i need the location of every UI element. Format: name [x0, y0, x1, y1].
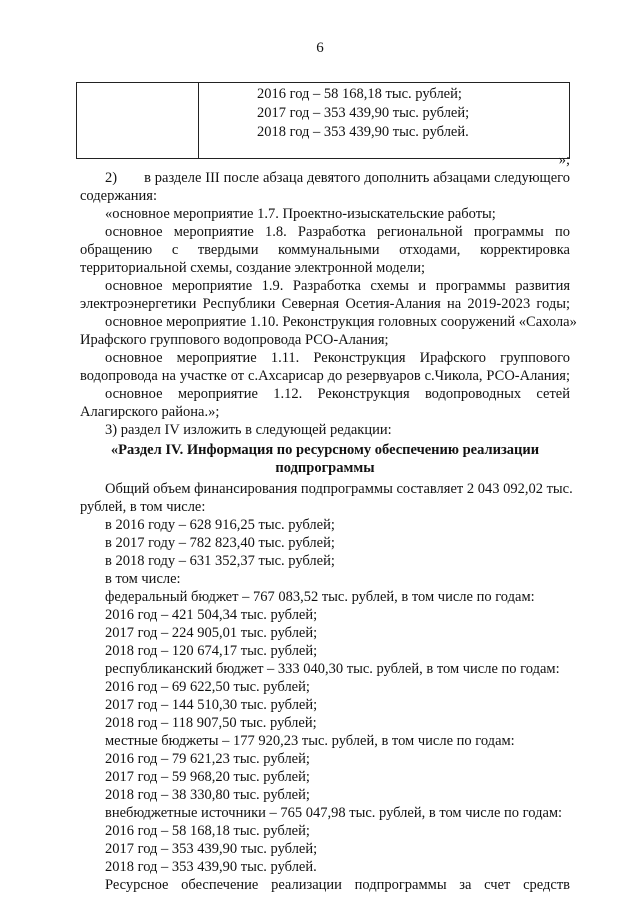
paragraph-line: Ресурсное обеспечение реализации подпрограммы за счет средств [105, 877, 570, 893]
paragraph-line: в 2018 году – 631 352,37 тыс. рублей; [105, 553, 335, 569]
paragraph-line: 3) раздел IV изложить в следующей редакции: [105, 422, 392, 438]
paragraph-line: содержания: [80, 188, 158, 204]
paragraph-line: обращению с твердыми коммунальными отходами, корректировка [80, 242, 570, 258]
funding-table [76, 82, 570, 159]
paragraph-line: электроэнергетики Республики Северная Осетия-Алания на 2019-2023 годы; [80, 296, 570, 312]
paragraph-line: рублей, в том числе: [80, 499, 206, 515]
paragraph-line: 2018 год – 120 674,17 тыс. рублей; [105, 643, 318, 659]
paragraph-line: 2017 год – 224 905,01 тыс. рублей; [105, 625, 318, 641]
paragraph-line: внебюджетные источники – 765 047,98 тыс. рублей, в том числе по годам: [105, 805, 563, 821]
paragraph-line: в 2017 году – 782 823,40 тыс. рублей; [105, 535, 335, 551]
paragraph-line: 2016 год – 58 168,18 тыс. рублей; [105, 823, 310, 839]
paragraph-line: 2018 год – 38 330,80 тыс. рублей; [105, 787, 310, 803]
closing-quote: »; [558, 152, 570, 168]
section-heading: «Раздел IV. Информация по ресурсному обеспечению реализации [110, 442, 540, 458]
table-row [77, 83, 570, 159]
table-cell-empty [77, 83, 199, 159]
paragraph-line: Ирафского группового водопровода РСО-Алания; [80, 332, 389, 348]
paragraph-line: 2017 год – 59 968,20 тыс. рублей; [105, 769, 310, 785]
table-line: 2017 год – 353 439,90 тыс. рублей; [257, 105, 470, 121]
paragraph-line: территориальной схемы, создание электронной модели; [80, 260, 426, 276]
paragraph-line: 2016 год – 421 504,34 тыс. рублей; [105, 607, 318, 623]
paragraph-line: 2018 год – 118 907,50 тыс. рублей; [105, 715, 317, 731]
paragraph-line: республиканский бюджет – 333 040,30 тыс. рублей, в том числе по годам: [105, 661, 560, 677]
paragraph-line: 2) в разделе III после абзаца девятого дополнить абзацами следующего [105, 170, 570, 186]
table-line: 2016 год – 58 168,18 тыс. рублей; [257, 86, 462, 102]
section-heading: подпрограммы [275, 460, 375, 476]
paragraph-line: в том числе: [105, 571, 181, 587]
paragraph-line: Общий объем финансирования подпрограммы составляет 2 043 092,02 тыс. [105, 481, 573, 497]
paragraph-line: местные бюджеты – 177 920,23 тыс. рублей, в том числе по годам: [105, 733, 515, 749]
paragraph-line: водопровода на участке от с.Ахсарисар до резервуаров с.Чикола, РСО-Алания; [80, 368, 570, 384]
page-number: 6 [316, 40, 324, 56]
table-cell-years [199, 83, 570, 159]
paragraph-line: основное мероприятие 1.10. Реконструкция головных сооружений «Сахола» [105, 314, 577, 330]
paragraph-line: 2017 год – 144 510,30 тыс. рублей; [105, 697, 318, 713]
paragraph-line: 2018 год – 353 439,90 тыс. рублей. [105, 859, 317, 875]
table-line: 2018 год – 353 439,90 тыс. рублей. [257, 124, 469, 140]
paragraph-line: основное мероприятие 1.12. Реконструкция водопроводных сетей [105, 386, 570, 402]
paragraph-line: «основное мероприятие 1.7. Проектно-изыскательские работы; [105, 206, 496, 222]
paragraph-line: основное мероприятие 1.11. Реконструкция Ирафского группового [105, 350, 570, 366]
paragraph-line: 2016 год – 69 622,50 тыс. рублей; [105, 679, 310, 695]
paragraph-line: основное мероприятие 1.8. Разработка региональной программы по [105, 224, 570, 240]
paragraph-line: Алагирского района.»; [80, 404, 220, 420]
paragraph-line: в 2016 году – 628 916,25 тыс. рублей; [105, 517, 335, 533]
paragraph-line: 2016 год – 79 621,23 тыс. рублей; [105, 751, 310, 767]
paragraph-line: 2017 год – 353 439,90 тыс. рублей; [105, 841, 318, 857]
paragraph-line: федеральный бюджет – 767 083,52 тыс. рублей, в том числе по годам: [105, 589, 535, 605]
paragraph-line: основное мероприятие 1.9. Разработка схемы и программы развития [105, 278, 570, 294]
